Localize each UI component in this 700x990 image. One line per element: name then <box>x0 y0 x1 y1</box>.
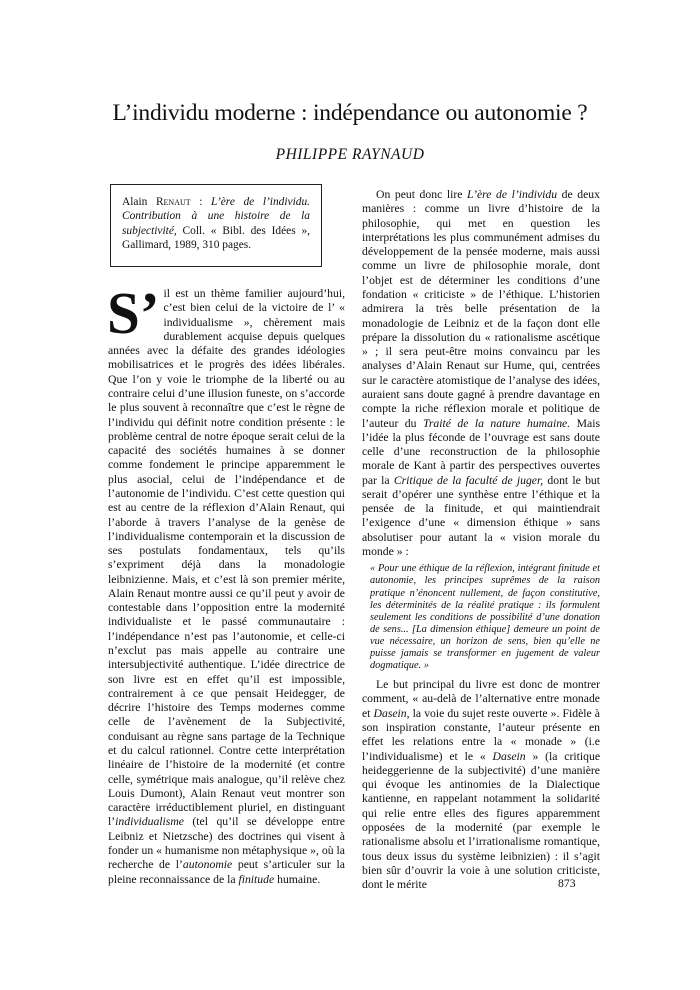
left-p1-text-d: humaine. <box>274 872 321 886</box>
right-paragraph-1 <box>362 188 600 559</box>
right-p1-emphasis-book: L’ère de l’individu <box>467 188 558 201</box>
block-quote: « Pour une éthique de la réflexion, intégrant finitude et autonomie, les principes suprêmes de la raison pratique n’énoncent nullement, de façon constitutive, les déterminités de la réalité pratique : ils formulent seulement les conditions de possibilité d’une donation de sens... [La dimension éthique] demeure un point de vue nécessaire, un horizon de sens, bien qu’elle ne puisse jamais se transformer en jugement de valeur dogmatique. » <box>370 563 600 672</box>
right-p1-text-c: Mais l’idée la plus féconde de l’ouvrage est sans doute celle d’une reconstruction de la philosophie morale de Kant à partir des perspectives ouvertes par la <box>362 416 600 487</box>
right-paragraph-2 <box>362 678 600 892</box>
left-p1-emphasis-individualisme: individualisme <box>115 815 184 829</box>
right-p1-text-a: On peut donc lire <box>376 188 468 201</box>
left-p1-text-a: il est un thème familier aujourd’hui, c’est bien celui de la victoire de l’ « individualisme », chèrement mais durablement acquise depuis quelques années avec la défaite des grandes idéologies mobilisatrices et le progrès des idées libérales. Que l’on y voie le triomphe de la liberté ou au contraire celui d’une illusion funeste, on s’accorde le plus souvent à reconnaître que c’est le règne de l’individu qui définit notre condition présente : le problème central de notre époque serait celui de la capacité des sociétés humaines à se donner comme fondement le principe apparemment le plus asocial, celui de l’indépendance et de l’autonomie de l’individu. C’est cette question qui est au centre de la réflexion d’Alain Renaut, qui l’aborde à travers l’analyse de la genèse de l’individualisme contemporain et la discussion de ses postulats fondamentaux, tels qu’ils s’expriment déjà dans la monadologie leibnizienne. Mais, et c’est là son premier mérite, Alain Renaut montre aussi ce qu’il peut y avoir de contestable dans l’opposition entre la modernité individualiste et le passé communautaire : l’indépendance n’est pas l’autonomie, et celle-ci n’exclut pas mais appelle au contraire une intersubjectivité authentique. L’idée directrice de son livre est en effet qu’il est impossible, contrairement à ce que pensait Heidegger, de décrire l’histoire des Temps modernes comme celle de l’avènement de la Subjectivité, conduisant au règne sans partage de la Technique et du calcul rationnel. Contre cette interprétation linéaire de l’histoire de la modernité (et contre celle, symétrique mais analogue, qu’il relève chez Louis Dumont), Alain Renaut veut montrer son caractère irréductiblement pluriel, en distinguant l’ <box>108 287 345 829</box>
reference-author-last: Renaut <box>155 196 191 208</box>
article-title: L’individu moderne : indépendance ou autonomie ? <box>112 100 588 126</box>
left-p1-emphasis-finitude: finitude <box>238 872 275 886</box>
dropcap-letter: S’ <box>107 280 160 346</box>
right-p2-text-b: la voie du sujet reste ouverte ». Fidèle à son inspiration constante, l’auteur présente en effet les relations entre la « monade » (i.e l’individualisme) et le « <box>362 706 600 763</box>
page-number: 873 <box>558 877 576 890</box>
right-p2-emphasis-dasein: Dasein, <box>373 706 410 720</box>
left-column <box>107 280 345 886</box>
right-p1-text-b: de deux manières : comme un livre d’histoire de la philosophie, qui met en question les interprétations les plus communément admises du développement de la pensée moderne, mais aussi comme un livre de philosophie morale, dont l’objet est de déterminer les conditions d’une fondation « criticiste » de l’éthique. L’historien admirera la très belle présentation de la monadologie de Leibniz et de la façon dont elle prépare la dissolution du « rationalisme ascétique » ; il sera peut-être moins convaincu par les analyses d’Alain Renaut sur Hume, qui, centrées sur le caractère atomistique de l’analyse des idées, auraient sans doute gagné à prendre davantage en compte la riche réflexion morale et politique de l’auteur du <box>362 188 600 430</box>
right-p2-emphasis-dasein-2: Dasein <box>492 749 526 763</box>
left-p1-text-b: (tel qu’il se développe entre Leibniz et Nietzsche) des doctrines qui visent à fonder un « humanisme non métaphysique », où la recherche de l’ <box>108 815 345 872</box>
right-p2-text-a: Le but principal du livre est donc de montrer comment, « au-delà de l’alternative entre monade et <box>362 678 600 720</box>
article-author: PHILIPPE RAYNAUD <box>275 146 425 163</box>
reference-author-first: Alain <box>122 196 148 208</box>
right-p1-emphasis-critique: Critique de la faculté de juger, <box>393 473 544 487</box>
reference-details: Coll. « Bibl. des Idées », Gallimard, 1989, 310 pages. <box>122 224 310 251</box>
right-p2-text-c: » (la critique heideggerienne de la subjectivité) d’une manière qui évoque les antinomies de la Dialectique kantienne, en rappelant notamment la solidarité qui relie entre elles des figures apparemment opposées de la modernité (par exemple le rationalisme absolu et l’irrationalisme romantique, tous deux issus du système leibnizien) : il s’agit bien sûr d’ouvrir la voie à une solution criticiste, dont le mérite <box>362 749 601 892</box>
right-p1-emphasis-traite: Traité de la nature humaine. <box>422 416 571 430</box>
left-paragraph-1 <box>107 280 345 887</box>
book-reference-box: Alain Renaut : L’ère de l’individu. Contribution à une histoire de la subjectivité, Coll. « Bibl. des Idées », Gallimard, 1989, 310 pages. <box>110 184 322 267</box>
left-p1-text-c: peut s’articuler sur la pleine reconnaissance de la <box>108 858 345 886</box>
reference-work-title: L’ère de l’individu. Contribution à une histoire de la subjectivité, <box>122 196 310 237</box>
left-p1-emphasis-autonomie: autonomie <box>182 858 233 872</box>
right-p1-text-d: dont le but serait d’opérer une synthèse entre l’éthique et la pensée de la finitude, et qui maintiendrait l’exigence d’une « dimension éthique » sans absolutiser pour autant la « vision morale du monde » : <box>362 473 600 559</box>
